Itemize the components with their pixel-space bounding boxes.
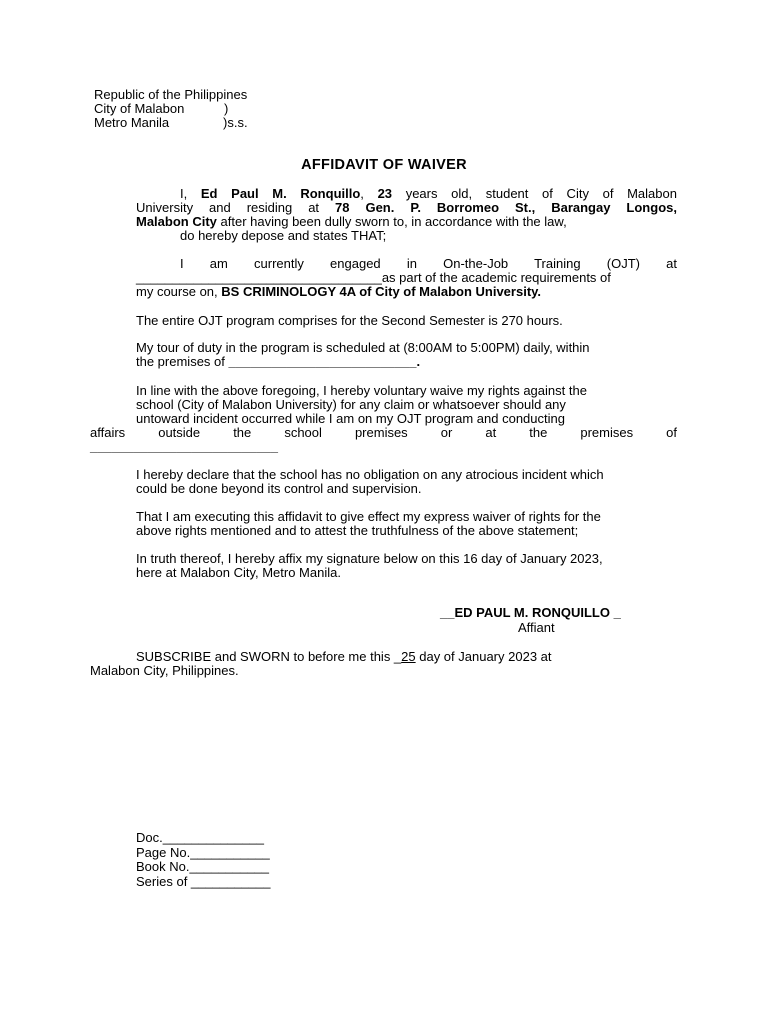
intro-line-2 — [136, 200, 677, 215]
intro-line-1-rest: years old, student of City of Malabon — [405, 186, 677, 201]
ojt-line-2-rest: as part of the academic requirements of — [381, 270, 611, 285]
truth-line-2: here at Malabon City, Metro Manila. — [136, 565, 341, 580]
declare-line-1: I hereby declare that the school has no obligation on any atrocious incident which — [136, 467, 604, 482]
affiant-address-2: Malabon City — [136, 214, 217, 229]
declare-line-2: could be done beyond its control and supervision. — [136, 481, 422, 496]
affiant-name: Ed Paul M. Ronquillo — [200, 186, 361, 201]
ojt-line-3-pre: my course on, — [136, 284, 218, 299]
execute-line-2: above rights mentioned and to attest the truthfulness of the above statement; — [136, 523, 579, 538]
jurat-line-1 — [136, 649, 552, 664]
ojt-company-blank: __________________________________ — [136, 270, 382, 285]
tour-line-2-pre: the premises of — [136, 354, 225, 369]
waive-line-1: In line with the above foregoing, I hereby voluntary waive my rights against the — [136, 383, 587, 398]
notarial-series: Series of ___________ — [136, 874, 271, 889]
waive-line-2: school (City of Malabon University) for any claim or whatsoever should any — [136, 397, 566, 412]
ojt-line-3 — [136, 284, 541, 299]
notarial-book: Book No.___________ — [136, 859, 270, 874]
premises-blank: __________________________. — [228, 354, 421, 369]
truth-line-1: In truth thereof, I hereby affix my signature below on this 16 day of January 2023, — [136, 551, 603, 566]
venue-city: City of Malabon — [94, 101, 185, 116]
execute-line-1: That I am executing this affidavit to give effect my express waiver of rights for the — [136, 509, 601, 524]
tour-line-2 — [136, 354, 420, 369]
affiant-age: 23 — [377, 186, 393, 201]
venue-province: Metro Manila — [94, 115, 170, 130]
notarial-doc: Doc.______________ — [136, 830, 264, 845]
waive-line-4: affairs outside the school premises or at the premises of — [90, 425, 677, 440]
venue-ss: )s.s. — [223, 115, 248, 130]
document-title: AFFIDAVIT OF WAIVER — [301, 157, 467, 173]
intro-line-1 — [180, 186, 677, 201]
affiant-address-1: 78 Gen. P. Borromeo St., Barangay Longos, — [335, 200, 677, 215]
jurat-line-1-post: day of January 2023 at — [415, 649, 552, 664]
ojt-line-2 — [136, 270, 611, 285]
jurat-day: 25 — [401, 649, 416, 664]
tour-line-1: My tour of duty in the program is scheduled at (8:00AM to 5:00PM) daily, within — [136, 340, 590, 355]
venue-city-paren: ) — [224, 101, 229, 116]
intro-comma: , — [360, 186, 364, 201]
intro-i: I, — [180, 186, 188, 201]
waive-premises-blank: __________________________ — [90, 439, 278, 454]
course-name: BS CRIMINOLOGY 4A of City of Malabon University. — [221, 284, 542, 299]
intro-line-3 — [136, 214, 567, 229]
jurat-line-1-pre: SUBSCRIBE and SWORN to before me this _ — [136, 649, 402, 664]
intro-line-3-rest: after having been dully sworn to, in accordance with the law, — [220, 214, 567, 229]
ojt-line-1: I am currently engaged in On-the-Job Training (OJT) at — [180, 256, 677, 271]
signature-role: Affiant — [518, 620, 555, 635]
ojt-hours: The entire OJT program comprises for the Second Semester is 270 hours. — [136, 313, 563, 328]
waive-line-3: untoward incident occurred while I am on my OJT program and conducting — [136, 411, 565, 426]
signature-name: __ED PAUL M. RONQUILLO _ — [440, 605, 621, 620]
venue-republic: Republic of the Philippines — [94, 87, 248, 102]
jurat-line-2: Malabon City, Philippines. — [90, 663, 239, 678]
intro-line-2-pre: University and residing at — [136, 200, 320, 215]
notarial-page: Page No.___________ — [136, 845, 270, 860]
intro-line-4: do hereby depose and states THAT; — [180, 228, 387, 243]
